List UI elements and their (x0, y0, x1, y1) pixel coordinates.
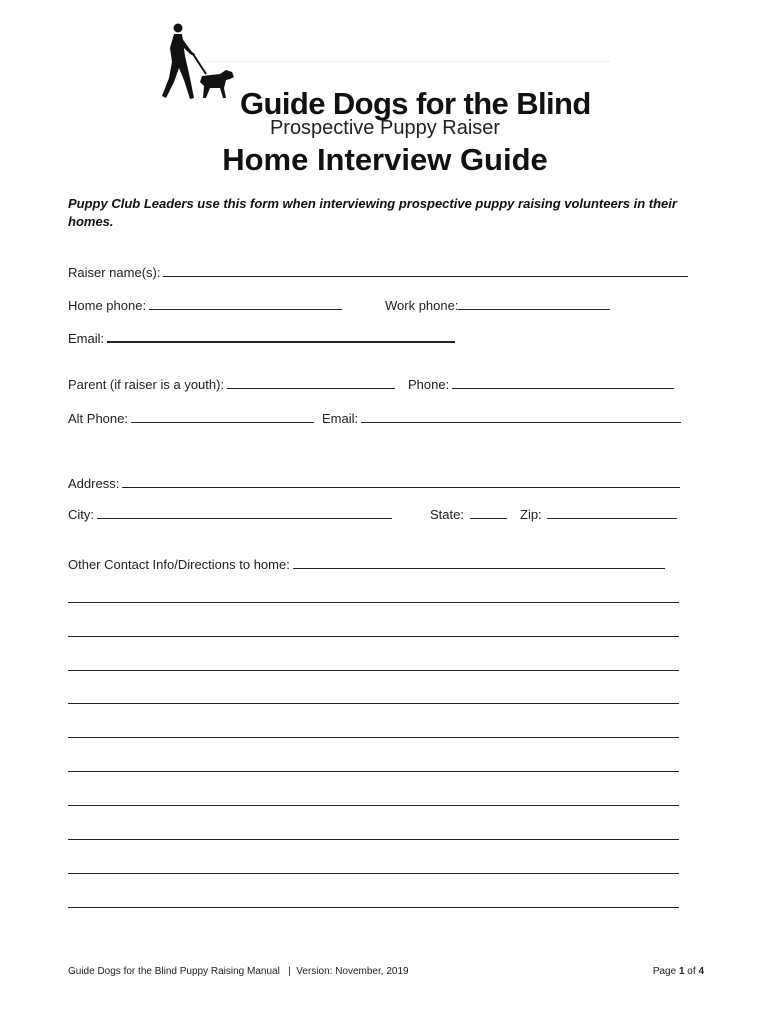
parent-phone-label: Phone: (408, 377, 450, 392)
logo-divider (204, 61, 609, 62)
email-blank[interactable] (107, 327, 455, 343)
alt-email-blank[interactable] (361, 408, 681, 423)
raiser-names-blank[interactable] (163, 262, 688, 277)
footer-manual-info: Guide Dogs for the Blind Puppy Raising Manual | Version: November, 2019 (68, 966, 409, 977)
parent-label: Parent (if raiser is a youth): (68, 377, 225, 392)
guide-dog-handler-icon (160, 22, 240, 104)
email-field (68, 327, 455, 346)
work-phone-label: Work phone: (385, 298, 459, 313)
parent-phone-field (408, 374, 674, 392)
home-phone-field (68, 295, 342, 313)
raiser-names-label: Raiser name(s): (68, 265, 161, 280)
alt-email-label: Email: (322, 411, 359, 426)
parent-phone-blank[interactable] (452, 374, 674, 389)
writing-line[interactable] (68, 873, 679, 874)
org-logo (160, 22, 620, 121)
page-total: 4 (698, 966, 704, 977)
alt-phone-label: Alt Phone: (68, 411, 128, 426)
home-phone-label: Home phone: (68, 298, 147, 313)
writing-line[interactable] (68, 602, 679, 603)
city-blank[interactable] (97, 504, 392, 519)
intro-text: Puppy Club Leaders use this form when interviewing prospective puppy raising volunteers in their homes. (68, 196, 677, 229)
city-field (68, 504, 392, 522)
zip-field (520, 504, 677, 522)
writing-line[interactable] (68, 670, 679, 671)
city-label: City: (68, 507, 94, 522)
page-of: of (684, 966, 699, 977)
writing-line[interactable] (68, 805, 679, 806)
parent-field (68, 374, 395, 392)
page-current: 1 (678, 966, 685, 977)
work-phone-blank[interactable] (458, 295, 610, 310)
other-contact-blank[interactable] (293, 554, 665, 569)
address-label: Address: (68, 476, 120, 491)
alt-phone-blank[interactable] (131, 408, 314, 423)
address-field (68, 473, 680, 491)
writing-line[interactable] (68, 636, 679, 637)
zip-label: Zip: (520, 507, 542, 522)
alt-phone-field (68, 408, 314, 426)
page-prefix: Page (652, 966, 679, 977)
work-phone-field (385, 295, 610, 313)
form-subtitle: Prospective Puppy Raiser (269, 117, 501, 139)
page-number (653, 966, 704, 977)
other-contact-label: Other Contact Info/Directions to home: (68, 557, 290, 572)
writing-line[interactable] (68, 839, 679, 840)
writing-line[interactable] (68, 737, 679, 738)
state-field (430, 504, 507, 522)
zip-blank[interactable] (547, 504, 677, 519)
state-label: State: (430, 507, 464, 522)
email-label: Email: (68, 331, 105, 346)
writing-line[interactable] (68, 907, 679, 908)
writing-line[interactable] (68, 703, 679, 704)
writing-line[interactable] (68, 771, 679, 772)
raiser-names-field (68, 262, 688, 280)
home-phone-blank[interactable] (149, 295, 342, 310)
alt-email-field (322, 408, 681, 426)
other-contact-field (68, 554, 665, 572)
address-blank[interactable] (122, 473, 680, 488)
state-blank[interactable] (470, 504, 507, 519)
form-title: Home Interview Guide (222, 142, 548, 177)
parent-blank[interactable] (227, 374, 395, 389)
org-name: Guide Dogs for the Blind (240, 86, 591, 121)
